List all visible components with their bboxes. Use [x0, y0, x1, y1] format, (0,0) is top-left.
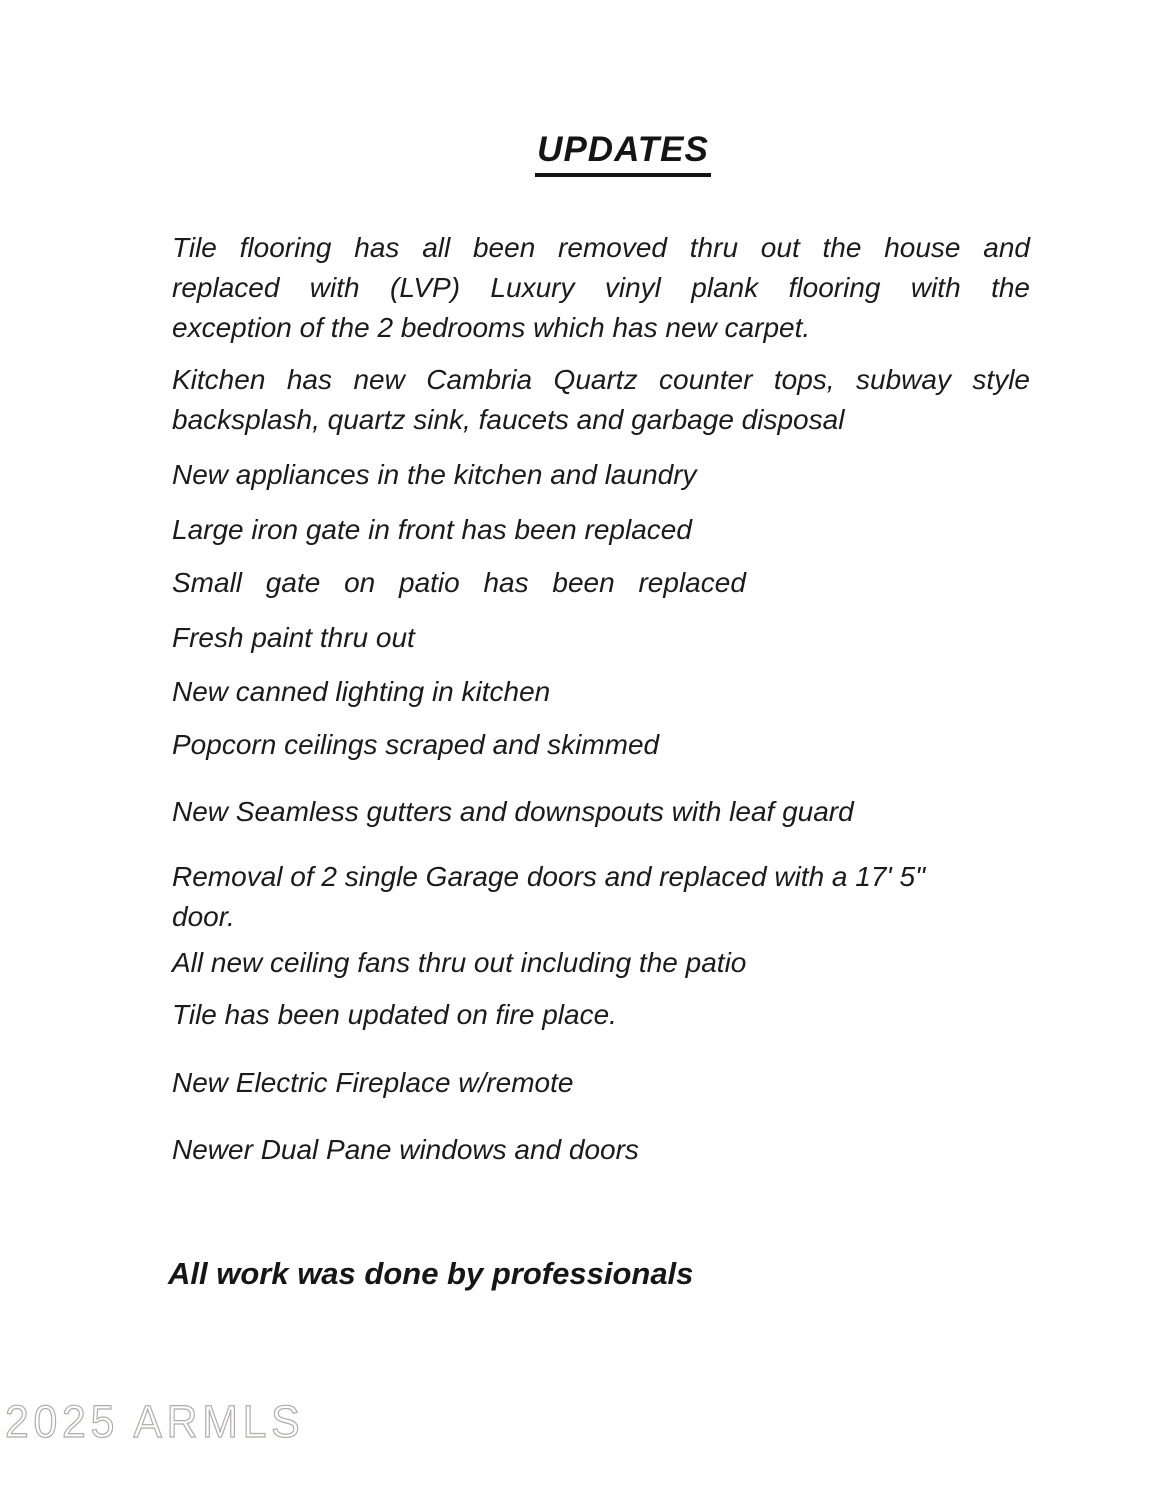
update-item-garage-doors	[172, 857, 1030, 937]
text-line: Fresh paint thru out	[172, 622, 415, 653]
text-line: New canned lighting in kitchen	[172, 676, 551, 707]
update-item-appliances	[172, 455, 1030, 495]
update-item-paint	[172, 618, 1030, 658]
text-line: Small gate on patio has been replaced	[172, 567, 746, 598]
update-item-fireplace-tile	[172, 995, 1030, 1035]
text-line: Large iron gate in front has been replaced	[172, 514, 692, 545]
update-item-flooring	[172, 228, 1030, 348]
text-line: Kitchen has new Cambria Quartz counter tops, subway style	[172, 364, 1030, 395]
text-line: Tile flooring has all been removed thru out the house and	[172, 232, 1030, 263]
text-line: Tile has been updated on fire place.	[172, 999, 617, 1030]
page-title-text: UPDATES	[535, 130, 711, 177]
text-line: exception of the 2 bedrooms which has new carpet.	[172, 312, 811, 343]
text-line: New Electric Fireplace w/remote	[172, 1067, 574, 1098]
update-item-patio-gate	[172, 563, 1030, 603]
update-item-gutters	[172, 792, 1030, 832]
update-item-front-gate	[172, 510, 1030, 550]
closing-statement: All work was done by professionals	[168, 1256, 694, 1291]
text-line: New Seamless gutters and downspouts with leaf guard	[172, 796, 854, 827]
text-line: All new ceiling fans thru out including the patio	[172, 947, 747, 978]
page-title	[194, 130, 1052, 177]
text-line: backsplash, quartz sink, faucets and garbage disposal	[172, 404, 845, 435]
text-line: Popcorn ceilings scraped and skimmed	[172, 729, 660, 760]
text-line: door.	[172, 901, 235, 932]
update-item-lighting	[172, 672, 1030, 712]
text-line: New appliances in the kitchen and laundry	[172, 459, 697, 490]
armls-watermark: 2025 ARMLS	[5, 1396, 305, 1447]
text-line: Removal of 2 single Garage doors and replaced with a 17' 5"	[172, 861, 926, 892]
text-line: Newer Dual Pane windows and doors	[172, 1134, 639, 1165]
text-line: replaced with (LVP) Luxury vinyl plank flooring with the	[172, 272, 1030, 303]
update-item-ceilings	[172, 725, 1030, 765]
update-item-electric-fireplace	[172, 1063, 1030, 1103]
update-item-ceiling-fans	[172, 943, 1030, 983]
update-item-kitchen-counters	[172, 360, 1030, 440]
update-item-windows-doors	[172, 1130, 1030, 1170]
